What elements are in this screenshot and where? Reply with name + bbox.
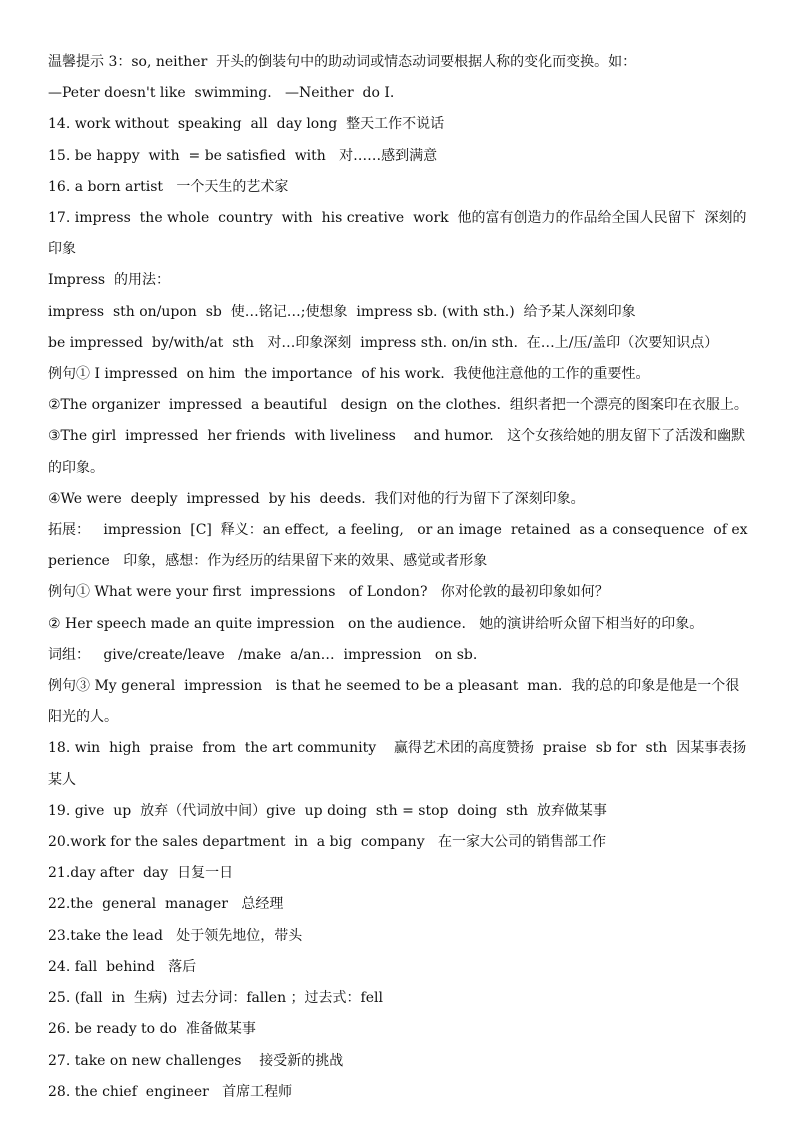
item-22: 22.the general manager 总经理 <box>48 896 284 913</box>
example-sentence-4: ④We were deeply impressed by his deeds. 我们对他的行为留下了深刻印象。 <box>48 490 585 507</box>
impression-example-3: 例句③ My general impression is that he seemed to be a pleasant man. 我的总的印象是他是一个很阳光的人。 <box>48 678 740 726</box>
item-27: 27. take on new challenges 接受新的挑战 <box>48 1052 344 1069</box>
extension-impression: 拓展： impression [C] 释义：an effect, a feeling, or an image retained as a consequence of experience 印象，感想：作为经历的结果留下来的效果、感觉或者形象 <box>48 522 748 570</box>
item-25: 25. (fall in 生病) 过去分词：fallen ；过去式：fell <box>48 990 383 1007</box>
item-16: 16. a born artist 一个天生的艺术家 <box>48 178 289 195</box>
item-21: 21.day after day 日复一日 <box>48 865 234 882</box>
example-dialogue: —Peter doesn't like swimming. —Neither do I. <box>48 85 395 102</box>
item-15: 15. be happy with = be satisfied with 对……感到满意 <box>48 147 438 164</box>
impression-example-1: 例句① What were your first impressions of London? 你对伦敦的最初印象如何？ <box>48 584 609 601</box>
example-sentence-2: ②The organizer impressed a beautiful design on the clothes. 组织者把一个漂亮的图案印在衣服上。 <box>48 397 748 414</box>
impression-example-2: ② Her speech made an quite impression on the audience. 她的演讲给听众留下相当好的印象。 <box>48 615 704 632</box>
example-sentence-1: 例句① I impressed on him the importance of his work. 我使他注意他的工作的重要性。 <box>48 366 650 383</box>
item-17: 17. impress the whole country with his creative work 他的富有创造力的作品给全国人民留下 深刻的印象 <box>48 210 747 258</box>
item-20: 20.work for the sales department in a big company 在一家大公司的销售部工作 <box>48 834 606 851</box>
impress-usage-1: impress sth on/upon sb 使…铭记…;使想象 impress sb. (with sth.) 给予某人深刻印象 <box>48 303 636 320</box>
item-28: 28. the chief engineer 首席工程师 <box>48 1083 293 1100</box>
impress-usage-heading: Impress 的用法： <box>48 272 171 289</box>
example-sentence-3: ③The girl impressed her friends with liveliness and humor. 这个女孩给她的朋友留下了活泼和幽默的印象。 <box>48 428 746 476</box>
item-18: 18. win high praise from the art community 赢得艺术团的高度赞扬 praise sb for sth 因某事表扬某人 <box>48 740 747 788</box>
item-23: 23.take the lead 处于领先地位，带头 <box>48 927 303 944</box>
item-14: 14. work without speaking all day long 整天工作不说话 <box>48 116 445 133</box>
item-26: 26. be ready to do 准备做某事 <box>48 1021 256 1038</box>
phrase-group: 词组： give/create/leave /make a/an… impression on sb. <box>48 646 478 663</box>
impress-usage-2: be impressed by/with/at sth 对…印象深刻 impress sth. on/in sth. 在…上/压/盖印（次要知识点） <box>48 334 719 351</box>
tip-line: 温馨提示 3：so, neither 开头的倒装句中的助动词或情态动词要根据人称的变化而变换。如： <box>48 54 637 70</box>
item-24: 24. fall behind 落后 <box>48 958 197 975</box>
item-19: 19. give up 放弃（代词放中间）give up doing sth = stop doing sth 放弃做某事 <box>48 802 607 819</box>
